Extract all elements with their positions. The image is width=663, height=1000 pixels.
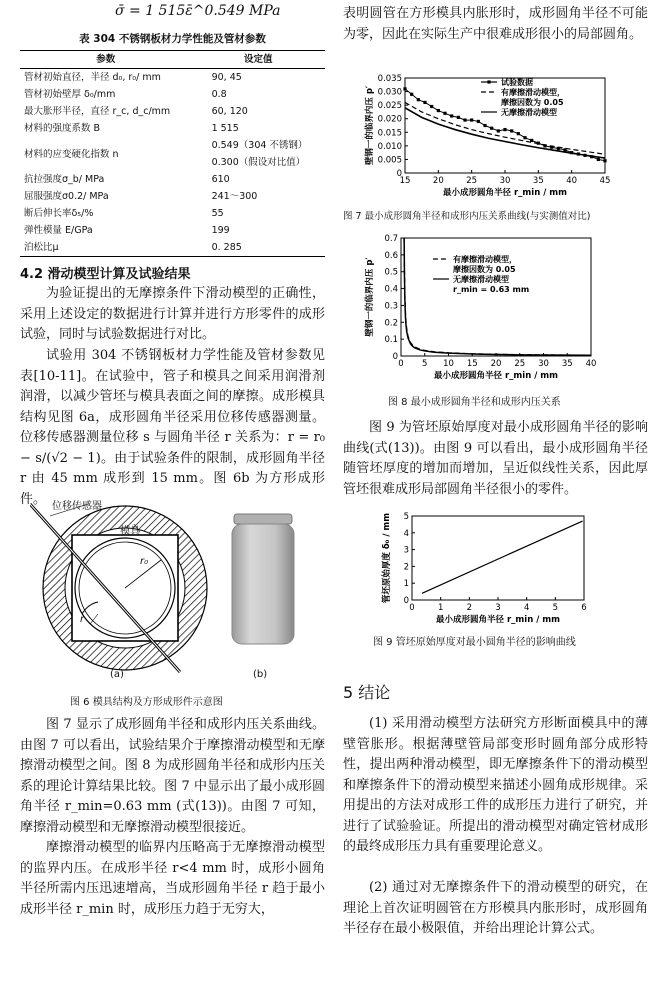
table-row: 弹性模量 E/GPa 199	[24, 225, 230, 236]
data-point	[457, 116, 460, 119]
figure-7-chart	[363, 70, 621, 202]
y-tick-label: 0	[403, 596, 409, 606]
y-tick-label: 2	[403, 562, 409, 573]
data-point	[517, 132, 520, 135]
x-tick-label: 6	[581, 603, 587, 613]
figure-6-label-r: r	[80, 614, 85, 625]
formula-flow-stress: σ̄ = 1 515ε̄^0.549 MPa	[115, 3, 281, 19]
x-axis-label: 最小成形圆角半径 r_min / mm	[443, 188, 567, 198]
x-axis-label: 最小成形圆角半径 r_min / mm	[436, 615, 560, 625]
x-tick-label: 20	[490, 359, 502, 369]
x-tick-label: 40	[585, 359, 597, 369]
figure-6a-sublabel: (a)	[110, 669, 124, 680]
data-point	[523, 136, 526, 139]
data-point	[477, 120, 480, 123]
legend-marker	[487, 80, 490, 83]
paragraph-conclusion-1: (1) 采用滑动模型方法研究方形断面模具中的薄壁管胀形。根据薄壁管局部变形时圆角部分成形特性，提出两种滑动模型，即无摩擦条件下的滑动模型和摩擦条件下的滑动模型来描述小圆角成形规律。采用提出的方法对成形工件的成形压力进行了研究，并进行了试验验证。所提出的滑动模型对确定管材成形的最终成形压力具有重要理论意义。	[343, 716, 648, 854]
x-tick-label: 4	[523, 603, 530, 613]
y-tick-label: 0.030	[377, 87, 402, 98]
y-tick-label: 0.7	[384, 234, 398, 244]
figure-7-caption: 图 7 最小成形圆角半径和成形内压关系曲线(与实测值对比)	[343, 211, 591, 222]
section-5-heading: 5 结论	[343, 683, 391, 702]
properties-table	[20, 50, 325, 257]
x-tick-label: 3	[495, 603, 501, 613]
data-point	[497, 129, 500, 132]
x-tick-label: 30	[499, 176, 511, 186]
legend-label: 有摩擦滑动模型，	[501, 88, 565, 97]
data-point	[417, 98, 420, 101]
legend-label: 无摩擦滑动模型	[501, 108, 557, 117]
data-point	[530, 139, 533, 142]
data-point	[603, 159, 606, 162]
y-axis-label: 壁钢一的临界内压 p′	[365, 257, 375, 337]
data-point	[597, 158, 600, 161]
table-row: 材料的应变硬化指数 n 0.549（304 不锈钢） 0.300（假设对比值）	[24, 140, 308, 168]
paragraph-test-setup: 试验用 304 不锈钢板材力学性能及管材参数见表[10-11]。在试验中，管子和模具之间采用润滑剂润滑，以减少管坯与模具表面之间的摩擦。成形模具结构见图 6a，成形圆角半径采用位移传感器测量。位移传感器测量位移 s 与圆角半径 r 关系为：r = r₀ − s/(√2 − 1)。由于试验条件的限制，成形圆角半径 r 由 45 mm 成形到 15 mm。图 6b 为方形成形件。	[20, 348, 325, 507]
y-tick-label: 0.005	[377, 155, 402, 166]
y-tick-label: 3	[403, 545, 409, 556]
table-row: 泊松比μ 0. 285	[20, 239, 325, 257]
figure-9-caption: 图 9 管坯原始厚度对最小圆角半径的影响曲线	[373, 637, 576, 648]
x-tick-label: 15	[466, 359, 478, 369]
paragraph-conclusion-2: (2) 通过对无摩擦条件下的滑动模型的研究，在理论上首次证明圆管在方形模具内胀形时，成形圆角半径存在最小极限值，并给出理论计算公式。	[343, 880, 648, 936]
x-tick-label: 0	[409, 603, 415, 613]
x-tick-label: 45	[599, 176, 611, 186]
data-point	[463, 118, 466, 121]
x-tick-label: 20	[432, 176, 444, 186]
y-tick-label: 0.015	[377, 128, 402, 139]
legend-label: 摩擦因数为 0.05	[501, 98, 564, 107]
figure-6b-photo	[228, 510, 298, 650]
y-tick-label: 0	[396, 169, 402, 179]
table-row: 断后伸长率δ₅/% 55	[24, 208, 224, 219]
figure-6-label-die: 模具	[120, 526, 140, 537]
x-tick-label: 30	[538, 359, 549, 369]
paragraph-continued: 表明圆管在方形模具内胀形时，成形圆角半径不可能为零，因此在实际生产中很难成形很小的局部圆角。	[343, 6, 648, 42]
x-tick-label: 5	[422, 359, 428, 369]
legend-label: 有摩擦滑动模型，	[453, 255, 517, 264]
paragraph-verification: 为验证提出的无摩擦条件下滑动模型的正确性，采用上述设定的数据进行计算并进行方形零件的成形试验，同时与试验数据进行对比。	[20, 286, 325, 342]
y-tick-label: 5	[403, 512, 409, 522]
series-line	[422, 521, 583, 593]
data-point	[430, 105, 433, 108]
figure-6-caption: 图 6 模具结构及方形成形件示意图	[70, 697, 223, 708]
table-row: 管材初始直径，半径 d₀, r₀/ mm 90, 45	[24, 72, 242, 83]
x-tick-label: 2	[466, 603, 473, 613]
y-tick-label: 0.6	[384, 250, 398, 261]
x-tick-label: 35	[532, 176, 544, 186]
y-tick-label: 4	[403, 528, 409, 539]
figure-8-chart	[363, 232, 621, 380]
y-tick-label: 0.1	[384, 335, 398, 346]
x-tick-label: 25	[514, 359, 526, 369]
data-point	[437, 109, 440, 112]
paragraph-critical-pressure: 摩擦滑动模型的临界内压略高于无摩擦滑动模型的监界内压。在成形半径 r<4 mm 时，成形小圆角半径所需内压迅速增高，当成形圆角半径 r 趋于最小成形半径 r_min 时，成形压力趋于无穷大，	[20, 840, 325, 917]
section-4-2-heading: 4.2 滑动模型计算及试验结果	[20, 267, 191, 282]
x-tick-label: 1	[437, 603, 444, 613]
y-tick-label: 1	[403, 579, 409, 590]
data-point	[403, 87, 406, 90]
figure-6b-sublabel: (b)	[253, 669, 268, 680]
figure-9-chart	[380, 510, 600, 625]
x-tick-label: 5	[552, 603, 559, 613]
table-row: 屈服强度σ0.2/ MPa 241～300	[24, 191, 258, 202]
data-point	[423, 101, 426, 104]
legend-label: r_min = 0.63 mm	[453, 285, 530, 294]
figure-6-label-r0: r₀	[140, 556, 149, 567]
y-tick-label: 0.5	[384, 267, 398, 278]
y-tick-label: 0	[392, 352, 398, 362]
x-tick-label: 40	[566, 176, 578, 186]
figure-8-caption: 图 8 最小成形圆角半径和成形内压关系	[388, 397, 561, 408]
data-point	[450, 114, 453, 117]
data-point	[443, 112, 446, 115]
data-point	[510, 129, 513, 132]
table-row: 材料的强度系数 B 1 515	[24, 123, 239, 134]
x-tick-label: 15	[399, 176, 411, 186]
y-tick-label: 0.3	[384, 301, 398, 312]
y-tick-label: 0.2	[384, 318, 398, 329]
paragraph-figure-7-discussion: 图 7 显示了成形圆角半径和成形内压关系曲线。由图 7 可以看出，试验结果介于摩擦滑动模型和无摩擦滑动模型之间。图 8 为成形圆角半径和成形内压关系的理论计算结果比较。图 7 中显示出了最小成形圆角半径 r_min=0.63 mm (式(13))。由图 7 可知，摩擦滑动模型和无摩擦滑动模型很接近。	[20, 717, 325, 835]
table-title: 表 304 不锈钢板材力学性能及管材参数	[79, 33, 266, 45]
legend-label: 无摩擦滑动模型	[453, 275, 509, 284]
data-point	[483, 124, 486, 127]
x-tick-label: 35	[561, 359, 573, 369]
figure-6-label-sensor: 位移传感器	[52, 501, 102, 512]
x-axis-label: 最小成形圆角半径 r_min / mm	[434, 371, 558, 380]
y-axis-label: 管坯原始厚度 δ₀ / mm	[382, 512, 392, 604]
y-axis-label: 壁钢一的临界内压 p′	[365, 85, 375, 166]
data-point	[410, 93, 413, 96]
table-header-param: 参数	[20, 51, 192, 69]
table-header-value: 设定值	[192, 51, 325, 69]
legend-label: 摩擦因数为 0.05	[453, 265, 516, 274]
plot-frame	[412, 516, 584, 600]
table-row: 管材初始壁厚 δ₀/mm 0.8	[24, 89, 227, 100]
y-tick-label: 0.020	[377, 114, 402, 125]
data-point	[490, 127, 493, 130]
data-point	[470, 118, 473, 121]
x-tick-label: 25	[466, 176, 478, 186]
data-point	[503, 128, 506, 131]
y-tick-label: 0.035	[377, 74, 402, 84]
y-tick-label: 0.4	[384, 284, 398, 295]
legend-label: 试验数据	[501, 78, 533, 87]
table-row: 最大胀形半径，直径 r_c, d_c/mm 60, 120	[24, 106, 248, 117]
paragraph-figure-9-discussion: 图 9 为管坯原始厚度对最小成形圆角半径的影响曲线(式(13))。由图 9 可以看出，最小成形圆角半径随管坯厚度的增加而增加，呈近似线性关系，因此厚管坯很难成形局部圆角半径很小的零件。	[343, 420, 648, 497]
y-tick-label: 0.010	[377, 141, 402, 152]
x-tick-label: 10	[443, 359, 454, 369]
y-tick-label: 0.025	[377, 101, 402, 112]
x-tick-label: 0	[398, 359, 404, 369]
table-row: 抗拉强度σ_b/ MPa 610	[24, 174, 230, 185]
